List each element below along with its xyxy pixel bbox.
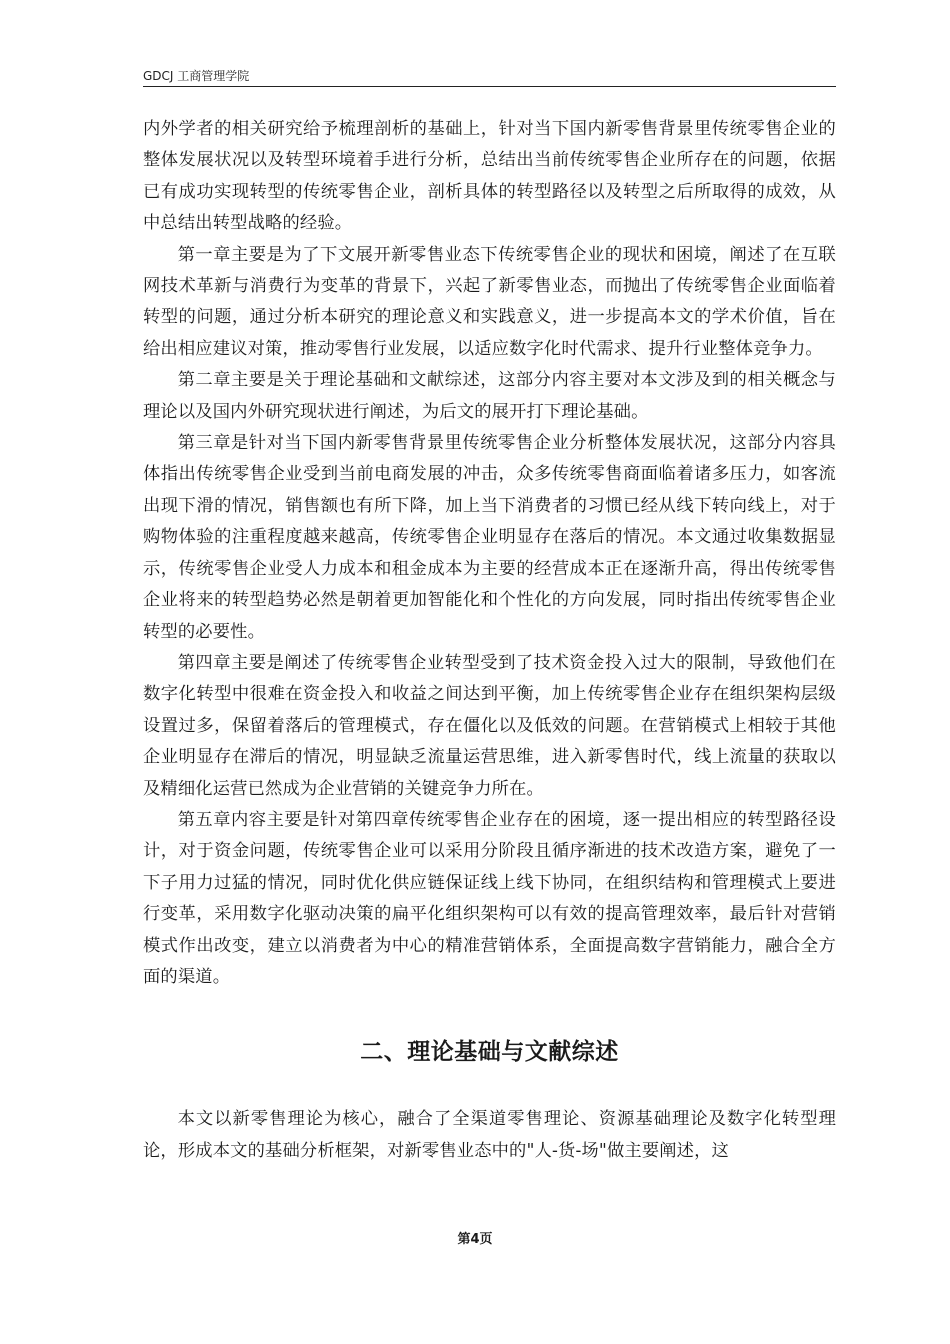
paragraph-chapter-three: 第三章是针对当下国内新零售背景里传统零售企业分析整体发展状况，这部分内容具体指出传统零售企业受到当前电商发展的冲击，众多传统零售商面临着诸多压力，如客流出现下滑的情况，销售额也有所下降，加上当下消费者的习惯已经从线下转向线上，对于购物体验的注重程度越来越高，传统零售企业明显存在落后的情况。本文通过收集数据显示，传统零售企业受人力成本和租金成本为主要的经营成本正在逐渐升高，得出传统零售企业将来的转型趋势必然是朝着更加智能化和个性化的方向发展，同时指出传统零售企业转型的必要性。	[143, 433, 836, 642]
paragraph-continued: 内外学者的相关研究给予梳理剖析的基础上，针对当下国内新零售背景里传统零售企业的整体发展状况以及转型环境着手进行分析，总结出当前传统零售企业所存在的问题，依据已有成功实现转型的传统零售企业，剖析具体的转型路径以及转型之后所取得的成效，从中总结出转型战略的经验。	[143, 119, 836, 234]
section-heading: 二、理论基础与文献综述	[360, 1039, 619, 1066]
header-title: GDCJ 工商管理学院	[143, 69, 250, 83]
paragraph-chapter-four: 第四章主要是阐述了传统零售企业转型受到了技术资金投入过大的限制，导致他们在数字化转型中很难在资金投入和收益之间达到平衡，加上传统零售企业存在组织架构层级设置过多，保留着落后的管理模式，存在僵化以及低效的问题。在营销模式上相较于其他企业明显存在滞后的情况，明显缺乏流量运营思维，进入新零售时代，线上流量的获取以及精细化运营已然成为企业营销的关键竞争力所在。	[143, 652, 836, 799]
running-header	[143, 68, 836, 87]
paragraph-chapter-one: 第一章主要是为了下文展开新零售业态下传统零售企业的现状和困境，阐述了在互联网技术革新与消费行为变革的背景下，兴起了新零售业态，而抛出了传统零售企业面临着转型的问题，通过分析本研究的理论意义和实践意义，进一步提高本文的学术价值，旨在给出相应建议对策，推动零售行业发展，以适应数字化时代需求、提升行业整体竞争力。	[143, 244, 836, 359]
paragraph-chapter-five: 第五章内容主要是针对第四章传统零售企业存在的困境，逐一提出相应的转型路径设计，对于资金问题，传统零售企业可以采用分阶段且循序渐进的技术改造方案，避免了一下子用力过猛的情况，同时优化供应链保证线上线下协同，在组织结构和管理模式上要进行变革，采用数字化驱动决策的扁平化组织架构可以有效的提高管理效率，最后针对营销模式作出改变，建立以消费者为中心的精准营销体系，全面提高数字营销能力，融合全方面的渠道。	[143, 809, 836, 987]
paragraph-chapter-two: 第二章主要是关于理论基础和文献综述，这部分内容主要对本文涉及到的相关概念与理论以及国内外研究现状进行阐述，为后文的展开打下理论基础。	[143, 370, 836, 422]
document-body	[143, 114, 836, 1167]
paragraph-theory-intro: 本文以新零售理论为核心，融合了全渠道零售理论、资源基础理论及数字化转型理论，形成本文的基础分析框架，对新零售业态中的"人-货-场"做主要阐述，这	[143, 1109, 836, 1161]
page-number: 第4页	[457, 1232, 493, 1247]
